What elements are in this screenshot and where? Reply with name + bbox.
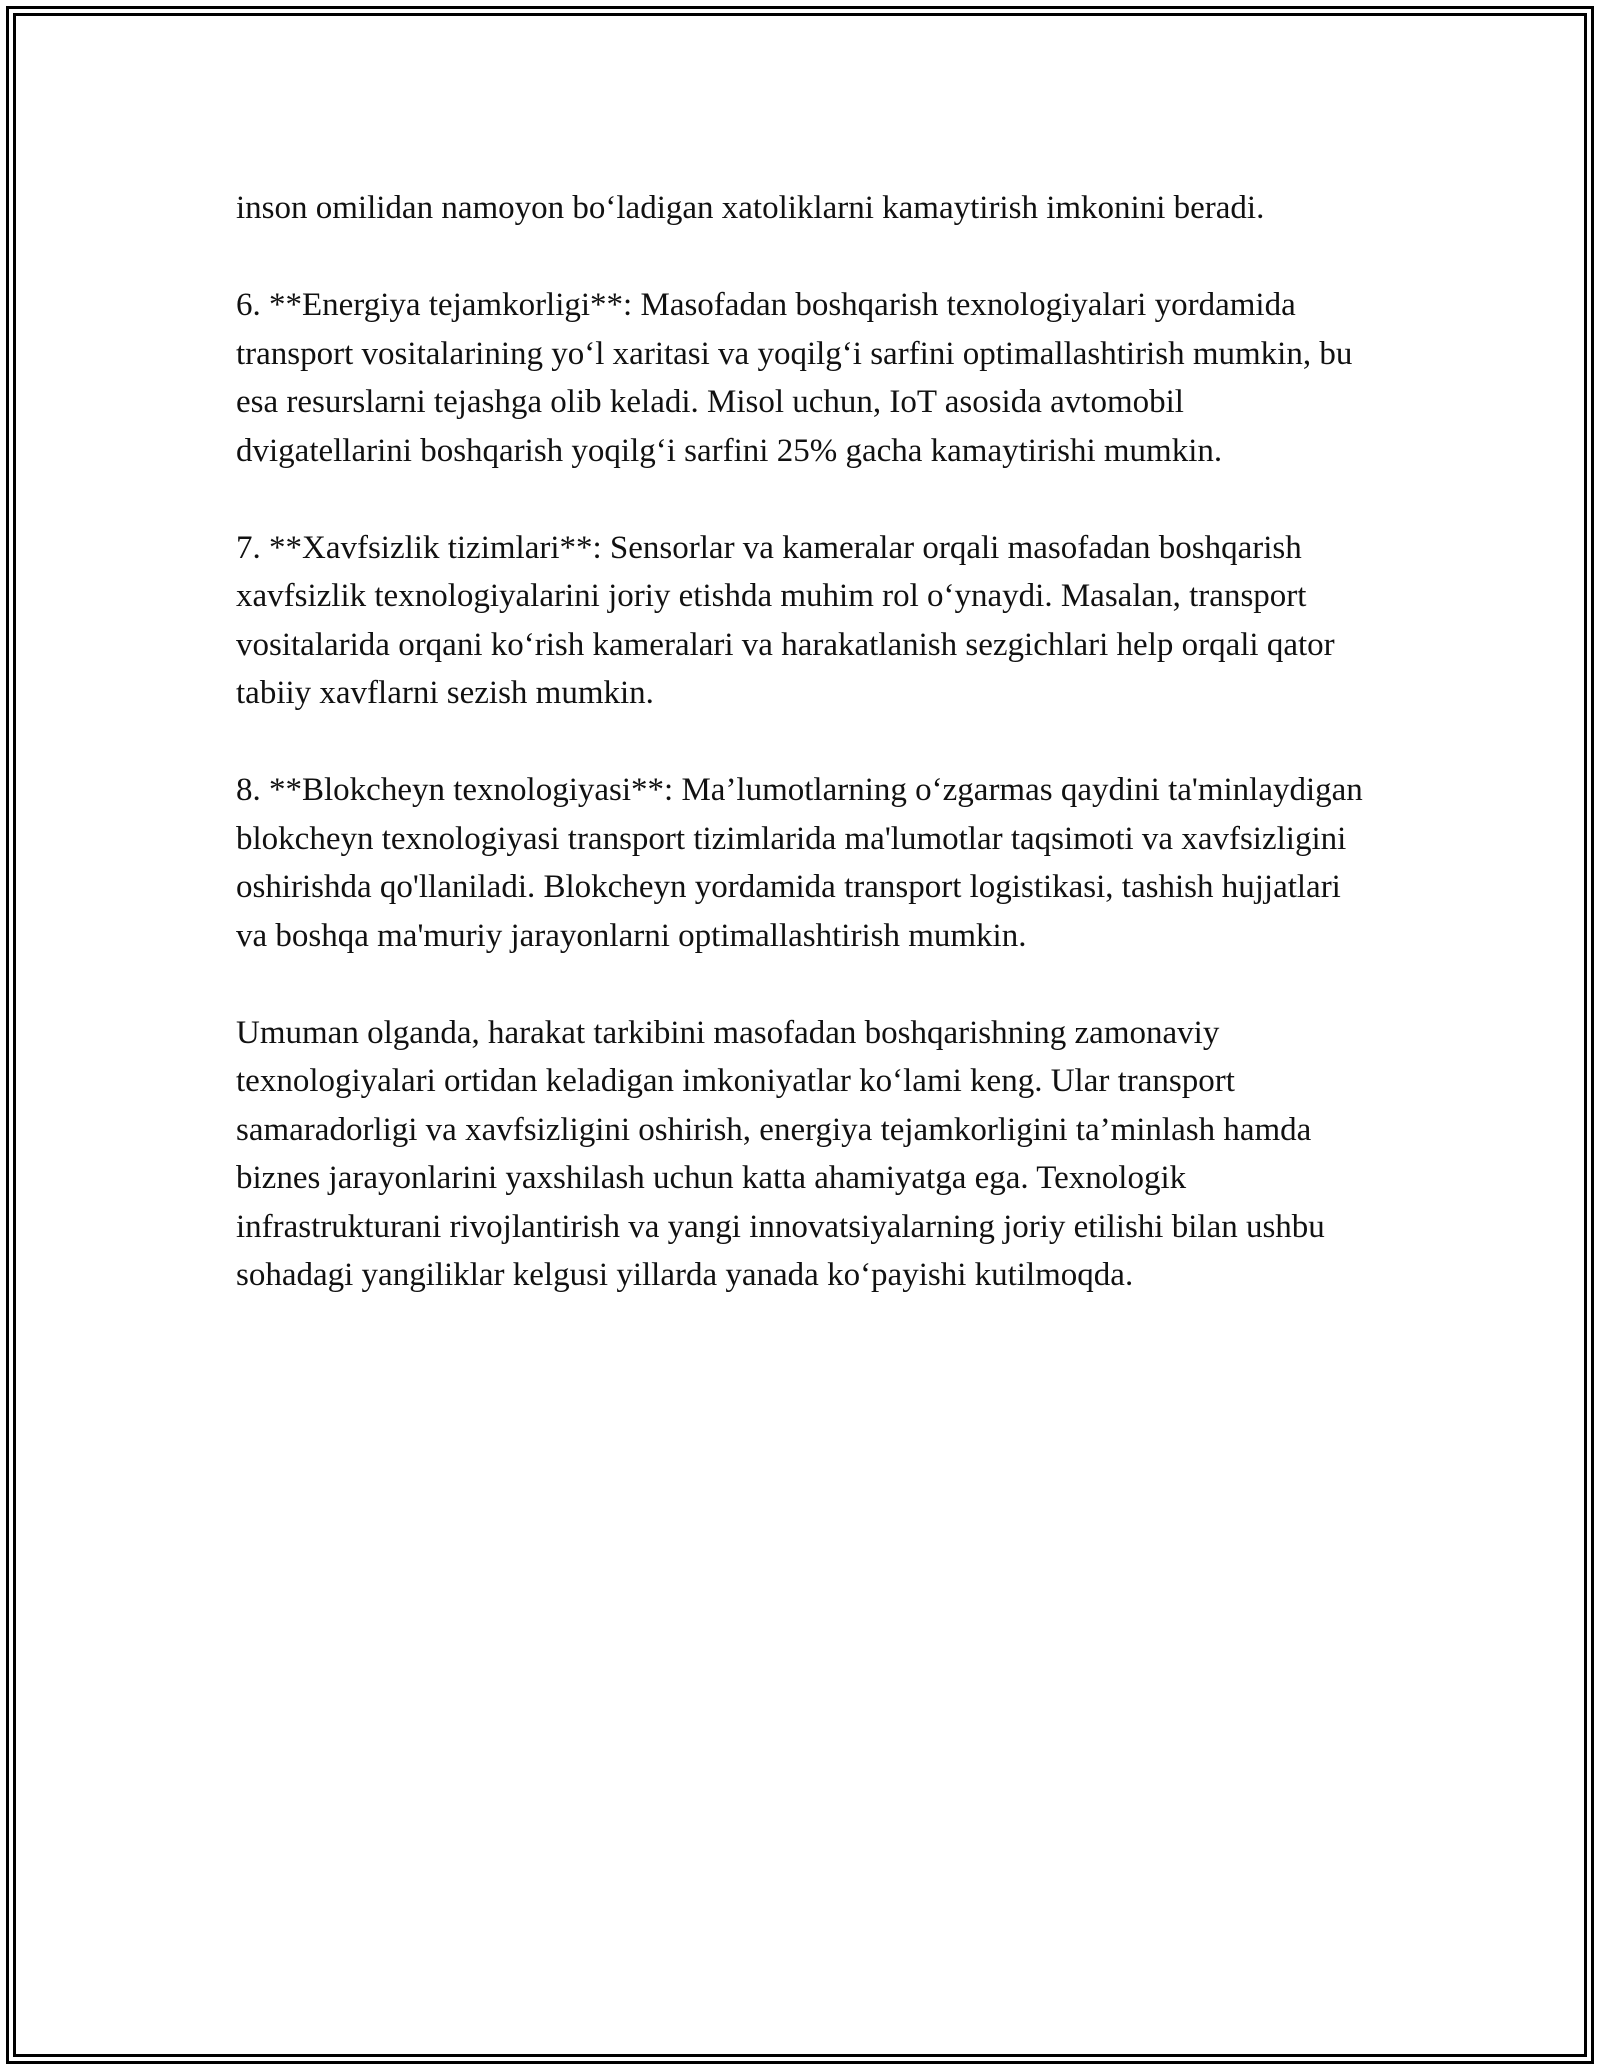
paragraph-security-systems: 7. **Xavfsizlik tizimlari**: Sensorlar va kameralar orqali masofadan boshqarish xavfsizlik texnologiyalarini joriy etishda muhim rol o‘ynaydi. Masalan, transport vositalarida orqani ko‘rish kameralari va harakatlanish sezgichlari help orqali qator tabiiy xavflarni sezish mumkin. [236, 529, 1335, 711]
paragraph-conclusion: Umuman olganda, harakat tarkibini masofadan boshqarishning zamonaviy texnologiyalari ortidan keladigan imkoniyatlar ko‘lami keng. Ular transport samaradorligi va xavfsizligini oshirish, energiya tejamkorligini ta’minlash hamda biznes jarayonlarini yaxshilash uchun katta ahamiyatga ega. Texnologik infrastrukturani rivojlantirish va yangi innovatsiyalarning joriy etilishi bilan ushbu sohadagi yangiliklar kelgusi yillarda yanada ko‘payishi kutilmoqda. [236, 1014, 1325, 1293]
paragraph-energy-efficiency: 6. **Energiya tejamkorligi**: Masofadan boshqarish texnologiyalari yordamida transport vositalarining yo‘l xaritasi va yoqilg‘i sarfini optimallashtirish mumkin, bu esa resurslarni tejashga olib keladi. Misol uchun, IoT asosida avtomobil dvigatellarini boshqarish yoqilg‘i sarfini 25% gacha kamaytirishi mumkin. [236, 287, 1353, 469]
paragraph-continuation: inson omilidan namoyon bo‘ladigan xatoliklarni kamaytirish imkonini beradi. [236, 190, 1265, 226]
document-body [236, 184, 1366, 1300]
paragraph-blockchain: 8. **Blokcheyn texnologiyasi**: Ma’lumotlarning o‘zgarmas qaydini ta'minlaydigan blokcheyn texnologiyasi transport tizimlarida ma'lumotlar taqsimoti va xavfsizligini oshirishda qo'llaniladi. Blokcheyn yordamida transport logistikasi, tashish hujjatlari va boshqa ma'muriy jarayonlarni optimallashtirish mumkin. [236, 772, 1363, 954]
